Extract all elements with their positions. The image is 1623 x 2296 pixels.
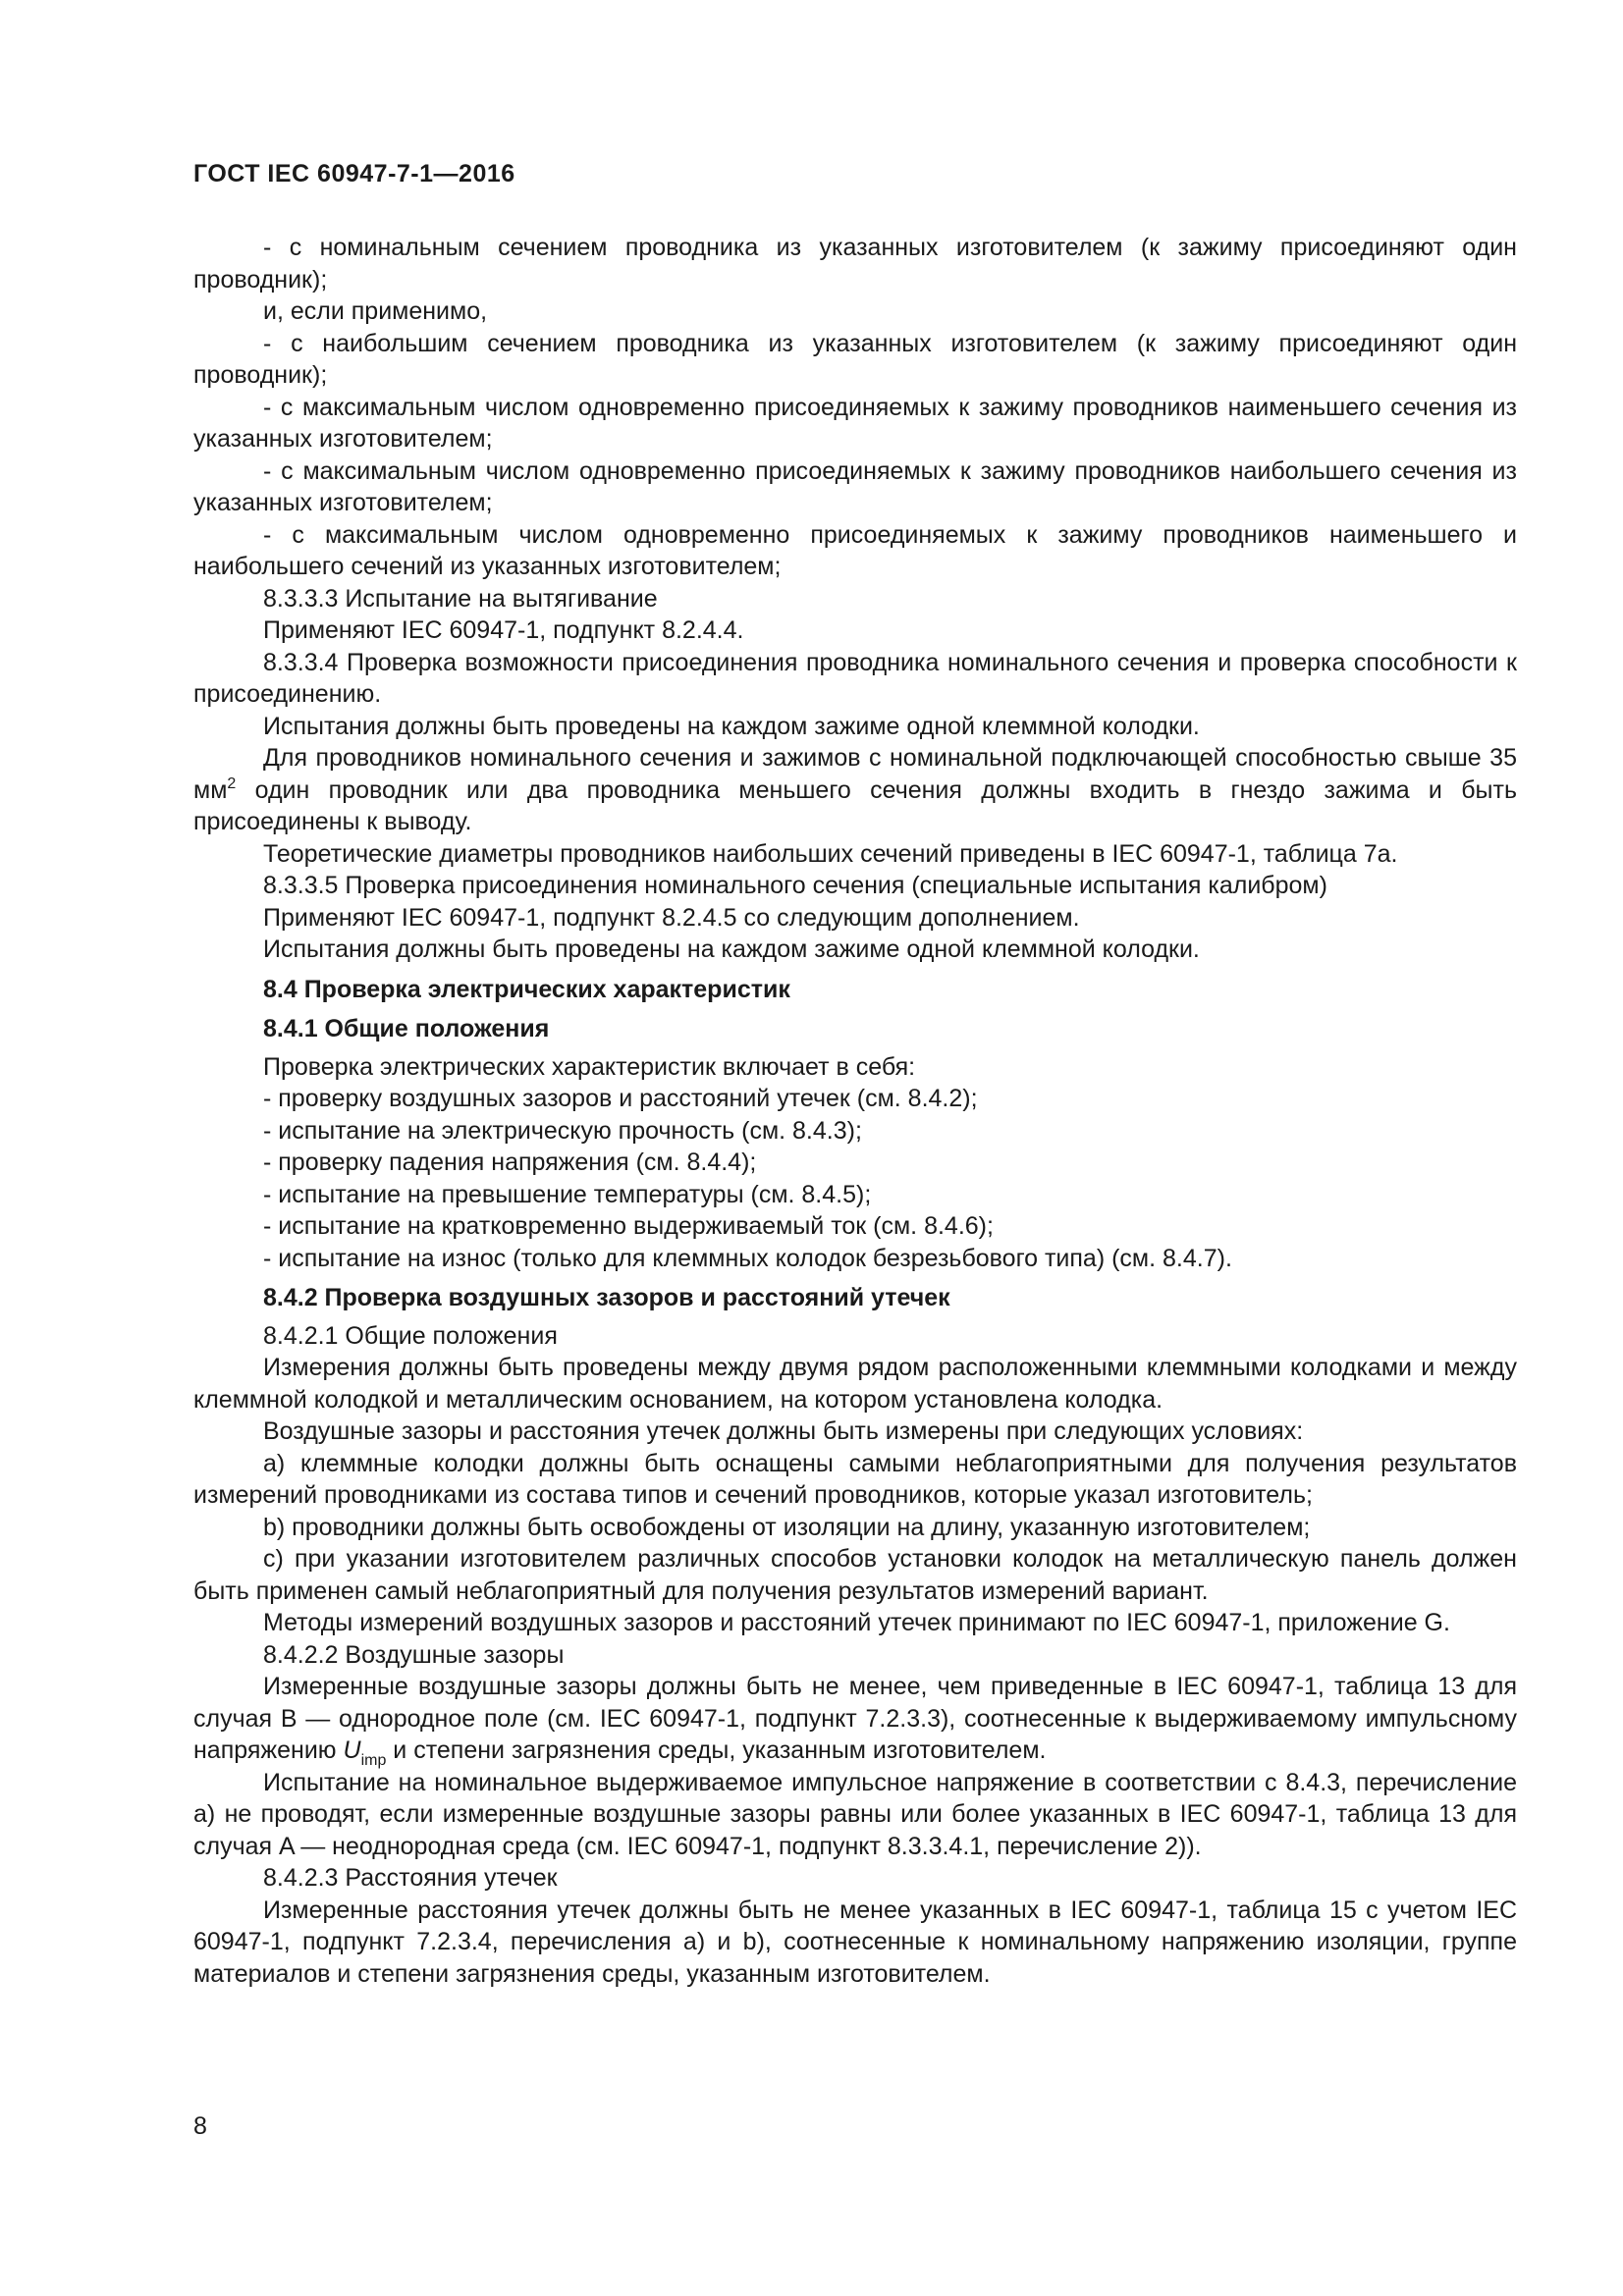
superscript: 2 <box>227 774 237 792</box>
paragraph: Испытание на номинальное выдерживаемое импульсное напряжение в соответствии с 8.4.3, перечисление а) не проводят, если измеренные воздушные зазоры равны или более указанных в IEC 60947-1, таблица 13 для случая A — неоднородная среда (см. IEC 60947-1, подпункт 8.3.3.4.1, перечисление 2)). <box>193 1768 1517 1860</box>
list-item: - испытание на кратковременно выдерживаемый ток (см. 8.4.6); <box>263 1212 994 1240</box>
clause-title-8-3-3-5: 8.3.3.5 Проверка присоединения номинального сечения (специальные испытания калибром) <box>263 872 1327 899</box>
clause-title-8-4-2-2: 8.4.2.2 Воздушные зазоры <box>263 1640 565 1669</box>
list-item-b: b) проводники должны быть освобождены от изоляции на длину, указанную изготовителем; <box>263 1513 1311 1541</box>
clause-title-8-3-3-3: 8.3.3.3 Испытание на вытягивание <box>263 584 658 613</box>
list-item: - испытание на электрическую прочность (см. 8.4.3); <box>263 1116 862 1145</box>
list-item: - испытание на износ (только для клеммных колодок безрезьбового типа) (см. 8.4.7). <box>263 1244 1232 1272</box>
text-run: Измеренные воздушные зазоры должны быть не менее, чем приведенные в IEC 60947-1, таблица 13 для случая B — однородное поле (см. IEC 60947-1, подпункт 7.2.3.3), соотнесенные к выдерживаемому импульсному напряжению <box>193 1673 1517 1764</box>
clause-title-8-4-2-1: 8.4.2.1 Общие положения <box>263 1321 558 1350</box>
list-item: - проверку воздушных зазоров и расстояний утечек (см. 8.4.2); <box>263 1085 978 1112</box>
document-code: ГОСТ IEC 60947-7-1—2016 <box>193 160 515 187</box>
paragraph: Воздушные зазоры и расстояния утечек должны быть измерены при следующих условиях: <box>263 1417 1304 1445</box>
list-item: - проверку падения напряжения (см. 8.4.4); <box>263 1148 757 1176</box>
text-run: и степени загрязнения среды, указанным изготовителем. <box>386 1736 1047 1764</box>
page-number: 8 <box>193 2112 207 2140</box>
paragraph: Методы измерений воздушных зазоров и расстояний утечек принимают по IEC 60947-1, приложение G. <box>263 1609 1450 1636</box>
paragraph-uimp <box>193 1671 1517 1767</box>
paragraph: Измеренные расстояния утечек должны быть не менее указанных в IEC 60947-1, таблица 15 с учетом IEC 60947-1, подпункт 7.2.3.4, перечисления а) и b), соотнесенные к номинальному напряжению изоляции, группе материалов и степени загрязнения среды, указанным изготовителем. <box>193 1896 1517 1988</box>
paragraph: - с максимальным числом одновременно присоединяемых к зажиму проводников наименьшего сечения из указанных изготовителем; <box>193 393 1517 453</box>
paragraph: Проверка электрических характеристик включает в себя: <box>263 1052 916 1081</box>
subscript: imp <box>360 1752 387 1769</box>
paragraph: - с максимальным числом одновременно присоединяемых к зажиму проводников наибольшего сечения из указанных изготовителем; <box>193 456 1517 516</box>
paragraph: Применяют IEC 60947-1, подпункт 8.2.4.5 со следующим дополнением. <box>263 903 1080 932</box>
document-body <box>193 232 1517 1990</box>
paragraph: Теоретические диаметры проводников наибольших сечений приведены в IEC 60947-1, таблица 7а. <box>263 839 1398 868</box>
paragraph: - с номинальным сечением проводника из указанных изготовителем (к зажиму присоединяют один проводник); <box>193 234 1517 294</box>
list-item: - испытание на превышение температуры (см. 8.4.5); <box>263 1180 872 1208</box>
paragraph: - с наибольшим сечением проводника из указанных изготовителем (к зажиму присоединяют один проводник); <box>193 329 1517 389</box>
paragraph: Применяют IEC 60947-1, подпункт 8.2.4.4. <box>263 616 744 644</box>
clause-title-8-3-3-4: 8.3.3.4 Проверка возможности присоединения проводника номинального сечения и проверка способности к присоединению. <box>193 648 1517 708</box>
paragraph: - с максимальным числом одновременно присоединяемых к зажиму проводников наименьшего и наибольшего сечений из указанных изготовителем; <box>193 520 1517 580</box>
section-heading-8-4: 8.4 Проверка электрических характеристик <box>263 975 790 1003</box>
paragraph-35mm <box>193 742 1517 838</box>
paragraph: Испытания должны быть проведены на каждом зажиме одной клеммной колодки. <box>263 935 1200 963</box>
list-item-c: c) при указании изготовителем различных способов установки колодок на металлическую панель должен быть применен самый неблагоприятный для получения результатов измерений вариант. <box>193 1545 1517 1605</box>
list-item-a: a) клеммные колодки должны быть оснащены самыми неблагоприятными для получения результатов измерений проводниками из состава типов и сечений проводников, которые указал изготовитель; <box>193 1449 1517 1509</box>
section-heading-8-4-1: 8.4.1 Общие положения <box>263 1015 550 1042</box>
text-run: Для проводников номинального сечения и зажимов с номинальной подключающей способностью свыше 35 мм <box>193 744 1517 804</box>
paragraph: Испытания должны быть проведены на каждом зажиме одной клеммной колодки. <box>263 712 1200 740</box>
clause-title-8-4-2-3: 8.4.2.3 Расстояния утечек <box>263 1864 558 1892</box>
symbol-u: U <box>343 1736 361 1764</box>
section-heading-8-4-2: 8.4.2 Проверка воздушных зазоров и расстояний утечек <box>263 1284 950 1311</box>
text-run: один проводник или два проводника меньшего сечения должны входить в гнездо зажима и быть присоединены к выводу. <box>193 775 1517 835</box>
paragraph: Измерения должны быть проведены между двумя рядом расположенными клеммными колодками и между клеммной колодкой и металлическим основанием, на котором установлена колодка. <box>193 1354 1517 1414</box>
paragraph: и, если применимо, <box>263 297 488 325</box>
